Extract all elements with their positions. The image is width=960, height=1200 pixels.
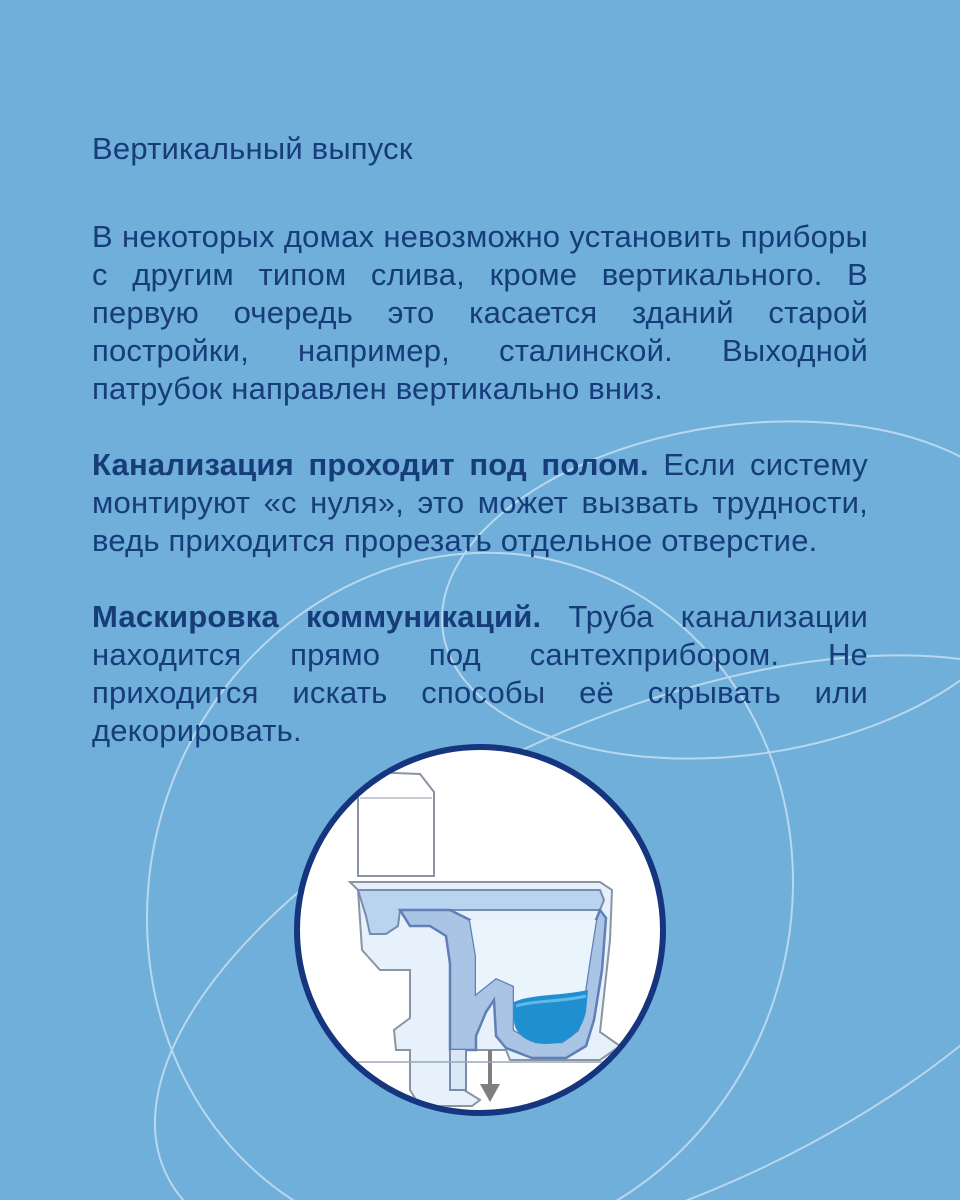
point-underfloor <box>92 446 868 560</box>
point-masking-title: Маскировка коммуникаций. <box>92 599 542 634</box>
down-arrow-icon <box>480 1084 500 1102</box>
toilet-vertical-outlet-diagram-icon <box>300 750 660 1110</box>
point-masking-text: Труба канализации находится прямо под сантехприбором. Не приходится искать способы её скрывать или декорировать. <box>92 599 868 748</box>
section-heading: Вертикальный выпуск <box>92 131 413 166</box>
intro-paragraph <box>92 218 868 408</box>
article-text <box>92 130 868 788</box>
intro-text: В некоторых домах невозможно установить приборы с другим типом слива, кроме вертикального. В первую очередь это касается зданий старой постройки, например, сталинской. Выходной патрубок направлен вертикально вниз. <box>92 219 868 406</box>
toilet-diagram-circle <box>294 744 666 1116</box>
point-underfloor-title: Канализация проходит под полом. <box>92 447 649 482</box>
cistern-shape <box>358 772 434 876</box>
point-masking <box>92 598 868 750</box>
outlet-pipe <box>450 1050 466 1090</box>
point-underfloor-text: Если систему монтируют «с нуля», это может вызвать трудности, ведь приходится прорезать отдельное отверстие. <box>92 447 868 558</box>
